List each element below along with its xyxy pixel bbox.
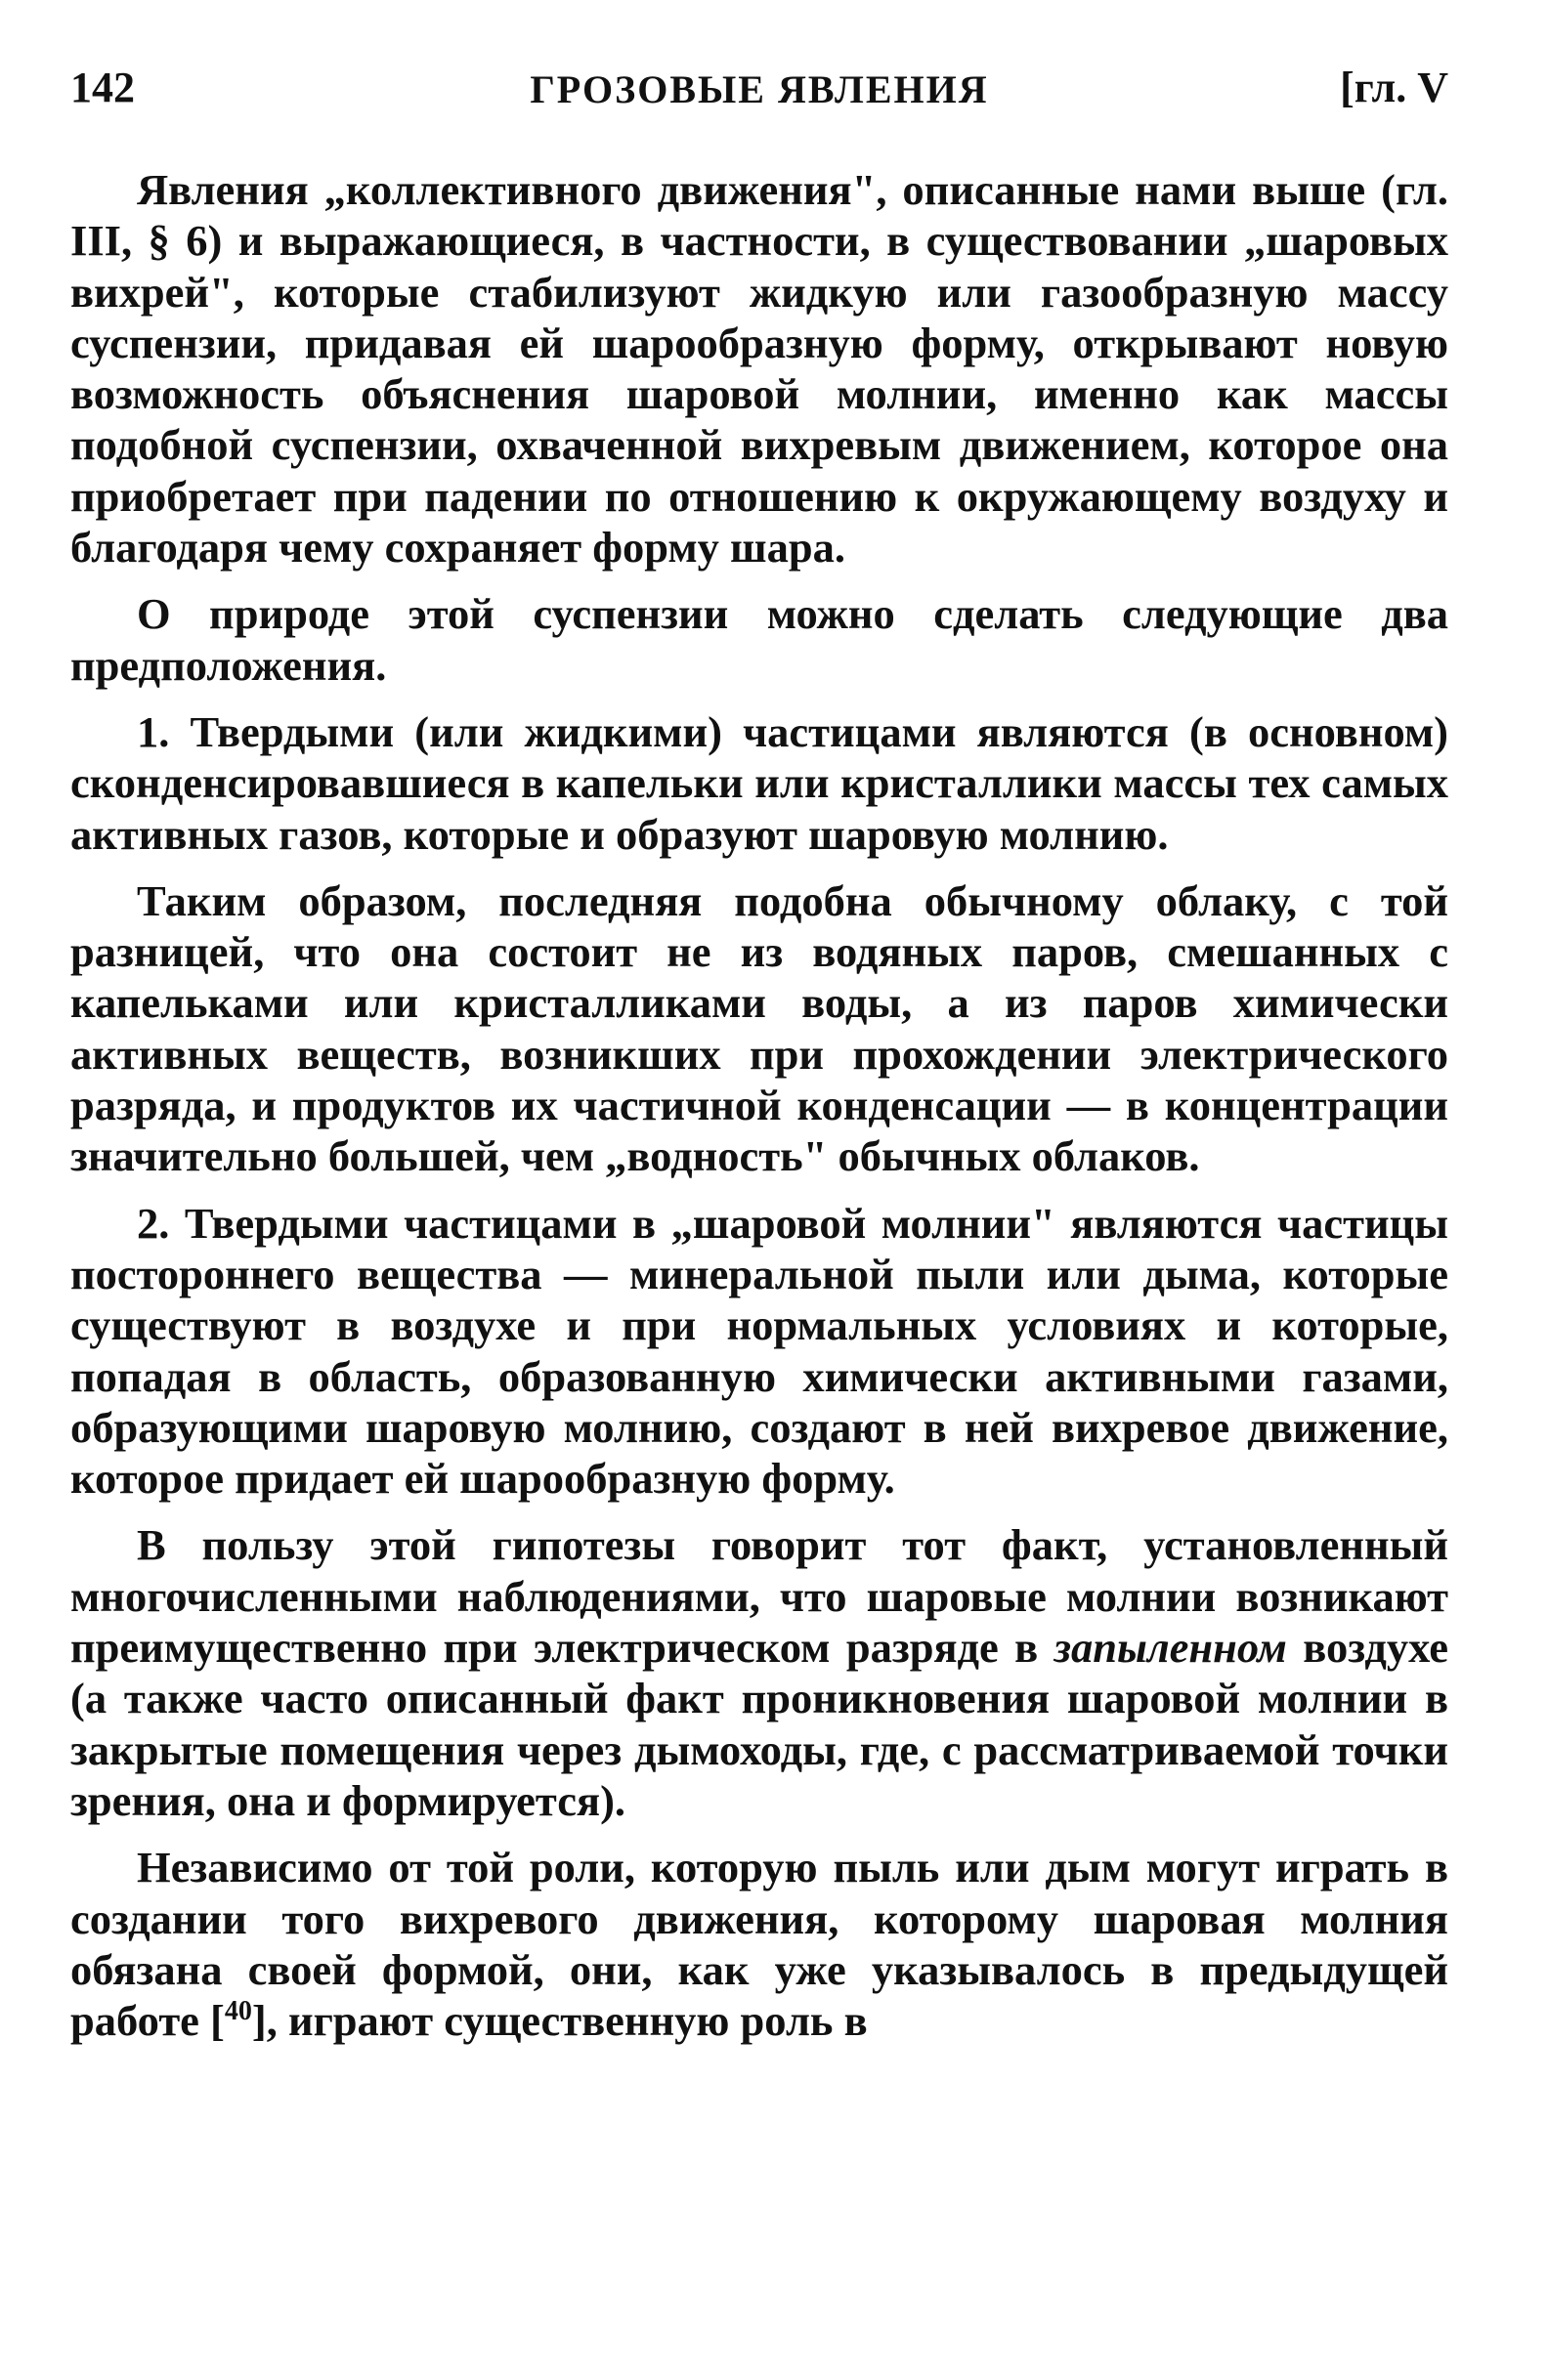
paragraph-cloud-analogy: Таким образом, последняя подобна обычному облаку, с той разницей, что она состоит не из водяных паров, смешанных с капельками или кристалликами воды, а из паров химически активных веществ, возникших при прохождении электрического разряда, и продуктов их частичной конденсации — в концентрации значительно большей, чем „водность" обычных облаков.	[70, 875, 1448, 1181]
running-title: ГРОЗОВЫЕ ЯВЛЕНИЯ	[530, 67, 989, 111]
page-body	[70, 164, 1448, 2046]
page-header	[70, 63, 1448, 131]
paragraph-two-assumptions: О природе этой суспензии можно сделать следующие два предположения.	[70, 589, 1448, 690]
paragraph-assumption-2: 2. Твердыми частицами в „шаровой молнии" являются частицы постороннего вещества — минеральной пыли или дыма, которые существуют в воздухе и при нормальных условиях и которые, попадая в область, образованную химически активными газами, образующими шаровую молнию, создают в ней вихревое движение, которое придает ей шарообразную форму.	[70, 1198, 1448, 1504]
paragraph-dust-role	[70, 1842, 1448, 2046]
paragraph-assumption-1: 1. Твердыми (или жидкими) частицами являются (в основном) сконденсировавшиеся в капельки или кристаллики массы тех самых активных газов, которые и образуют шаровую молнию.	[70, 706, 1448, 859]
reference-number: 40	[224, 1996, 252, 2027]
paragraph-dust-role-end: ], играют существенную роль в	[251, 1996, 868, 2046]
paragraph-dusty-air-end: воздухе (а также часто описанный факт проникновения шаровой молнии в закрытые помещения через дымоходы, где, с рассматриваемой точки зрения, она и формируется).	[70, 1623, 1448, 1825]
paragraph-collective-motion: Явления „коллективного движения", описанные нами выше (гл. III, § 6) и выражающиеся, в частности, в существовании „шаровых вихрей", которые стабилизуют жидкую или газообразную массу суспензии, придавая ей шарообразную форму, открывают новую возможность объяснения шаровой молнии, именно как массы подобной суспензии, охваченной вихревым движением, которое она приобретает при падении по отношению к окружающему воздуху и благодаря чему сохраняет форму шара.	[70, 165, 1448, 573]
paragraph-dust-role-start: Независимо от той роли, которую пыль или дым могут играть в создании того вихревого движения, которому шаровая молния обязана своей формой, они, как уже указывалось в предыдущей работе [	[70, 1843, 1448, 2046]
emphasized-word: запыленном	[1054, 1623, 1287, 1673]
chapter-label: [гл. V	[1340, 64, 1448, 111]
paragraph-dusty-air-start: В пользу этой гипотезы говорит тот факт, установленный многочисленными наблюдениями, что шаровые молнии возникают преимущественно при электрическом разряде в	[70, 1520, 1448, 1673]
page-number: 142	[70, 64, 135, 111]
paragraph-dusty-air	[70, 1519, 1448, 1826]
